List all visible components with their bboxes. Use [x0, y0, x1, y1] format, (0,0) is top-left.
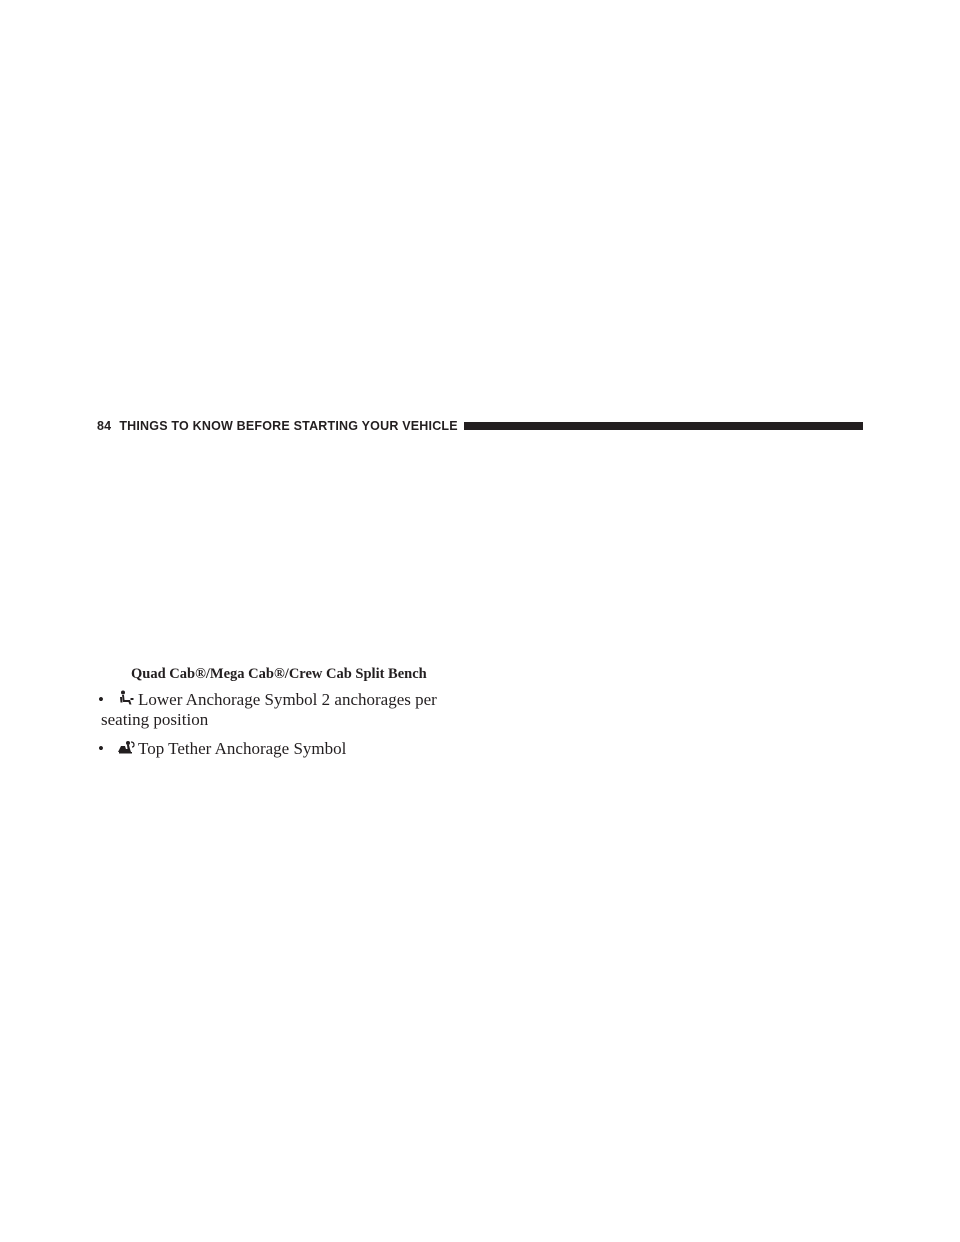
top-tether-anchorage-icon	[116, 739, 136, 755]
list-item	[98, 739, 474, 759]
header-rule	[464, 422, 863, 430]
bullet-text-line1: Top Tether Anchorage Symbol	[138, 739, 347, 758]
page-header	[97, 417, 863, 435]
bullet-text-line1: Lower Anchorage Symbol 2 anchorages per	[138, 690, 437, 709]
list-item	[98, 690, 474, 730]
page-number: 84	[97, 419, 112, 433]
bullet-dot: •	[98, 690, 104, 709]
lower-anchorage-icon	[116, 690, 136, 706]
section-title: THINGS TO KNOW BEFORE STARTING YOUR VEHICLE	[119, 419, 458, 433]
bullet-text-line2: seating position	[101, 710, 209, 729]
figure-caption: Quad Cab®/Mega Cab®/Crew Cab Split Bench	[131, 666, 427, 682]
bullet-list	[98, 690, 474, 768]
bullet-dot: •	[98, 739, 104, 758]
